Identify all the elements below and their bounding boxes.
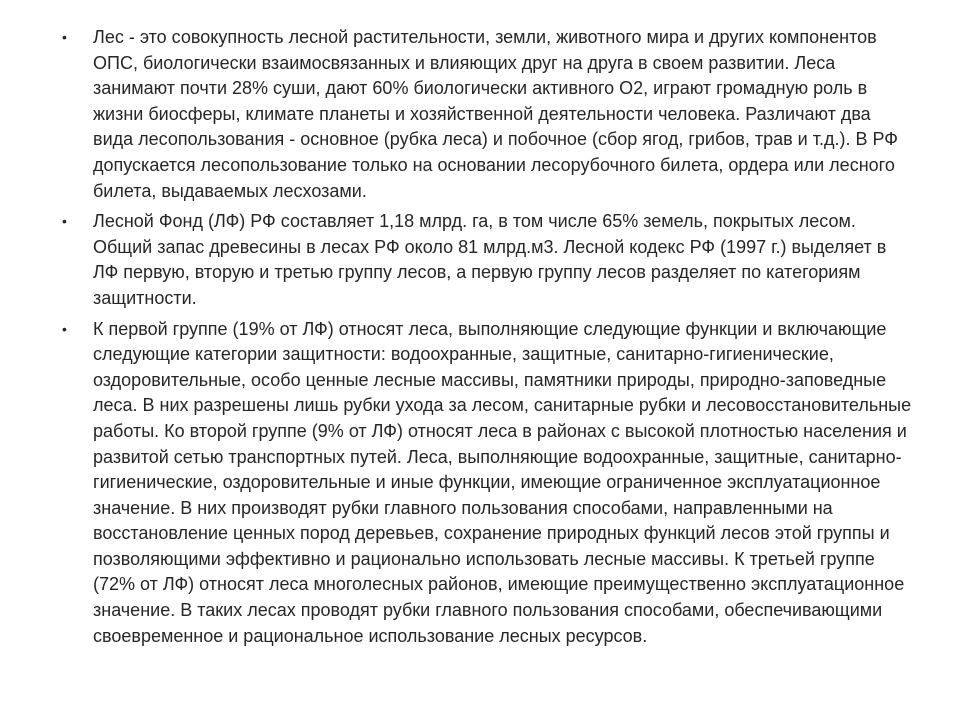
bullet-item-forest-fund (62, 209, 912, 311)
bullet-icon: • (62, 320, 67, 337)
bullet-item-forest-definition (62, 25, 912, 204)
bullet-text: Лесной Фонд (ЛФ) РФ составляет 1,18 млрд. га, в том числе 65% земель, покрытых лесом. Общий запас древесины в лесах РФ около 81 млрд.м3. Лесной кодекс РФ (1997 г.) выделяет в ЛФ первую, вторую и третью группу лесов, а первую группу лесов разделяет по категориям защитности. (93, 211, 887, 308)
bullet-text: Лес - это совокупность лесной растительности, земли, животного мира и других компонентов ОПС, биологически взаимосвязанных и влияющих друг на друга в своем развитии. Леса занимают почти 28% суши, дают 60% биологически активного О2, играют громадную роль в жизни биосферы, климате планеты и хозяйственной деятельности человека. Различают два вида лесопользования - основное (рубка леса) и побочное (сбор ягод, грибов, трав и т.д.). В РФ допускается лесопользование только на основании лесорубочного билета, ордера или лесного билета, выдаваемых лесхозами. (93, 27, 898, 201)
bullet-icon: • (62, 213, 67, 230)
bullet-icon: • (62, 29, 67, 45)
bullet-text: К первой группе (19% от ЛФ) относят леса, выполняющие следующие функции и включающие следующие категории защитности: водоохранные, защитные, санитарно-гигиенические, оздоровительные, особо ценные лесные массивы, памятники природы, природно-заповедные леса. В них разрешены лишь рубки ухода за лесом, санитарные рубки и лесовосстановительные работы. Ко второй группе (9% от ЛФ) относят леса в районах с высокой плотностью населения и развитой сетью транспортных путей. Леса, выполняющие водоохранные, защитные, санитарно-гигиенические, оздоровительные и иные функции, имеющие ограниченное эксплуатационное значение. В них производят рубки главного пользования способами, направленными на восстановление ценных пород деревьев, сохранение природных функций лесов этой группы и позволяющими эффективно и рационально использовать лесные массивы. К третьей группе (72% от ЛФ) относят леса многолесных районов, имеющие преимущественно эксплуатационное значение. В таких лесах проводят рубки главного пользования способами, обеспечивающими своевременное и рациональное использование лесных ресурсов. (93, 318, 912, 646)
bullet-list (62, 25, 912, 654)
bullet-item-forest-groups (62, 317, 912, 650)
